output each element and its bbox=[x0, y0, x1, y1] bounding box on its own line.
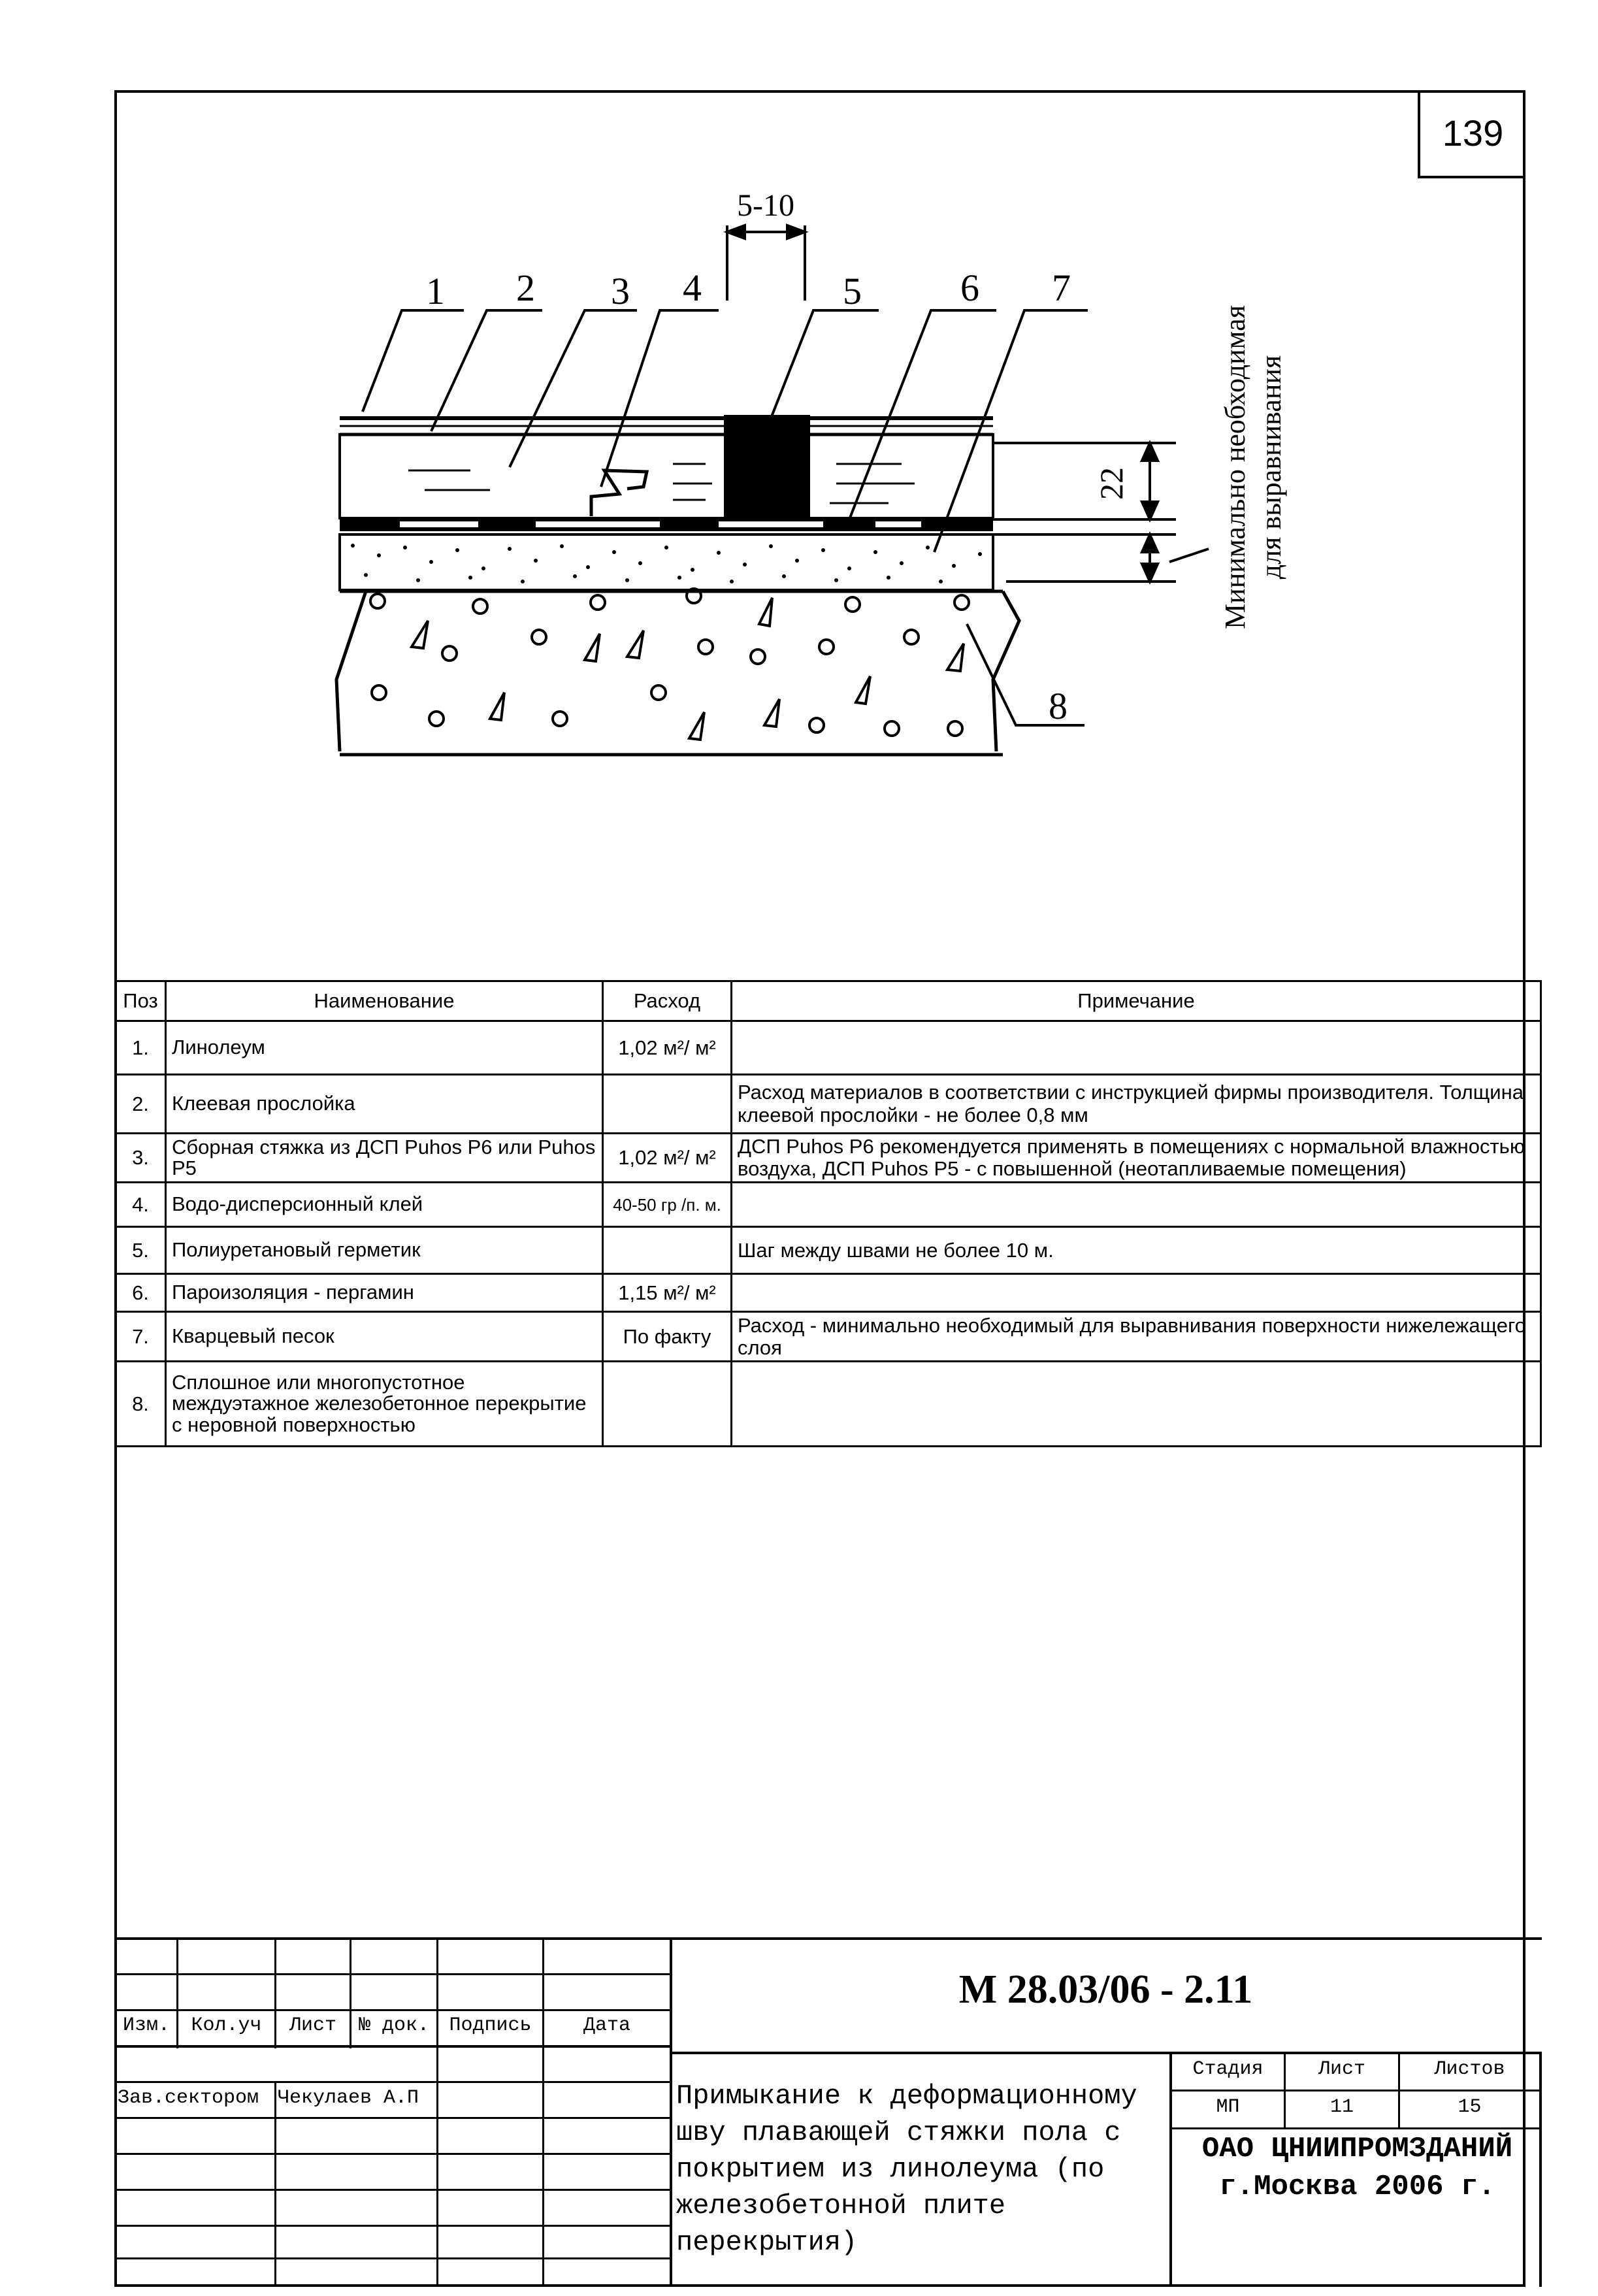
slab-outline bbox=[336, 591, 1019, 755]
board-screed-layer bbox=[340, 435, 993, 518]
row-pos: 8. bbox=[116, 1362, 166, 1447]
callout-7: 7 bbox=[1052, 267, 1071, 309]
table-row bbox=[116, 1274, 1541, 1312]
document-code: М 28.03/06 - 2.11 bbox=[958, 1967, 1253, 2012]
row-note bbox=[732, 1021, 1541, 1075]
callout-5: 5 bbox=[843, 270, 862, 312]
sheet-value: 11 bbox=[1329, 2096, 1354, 2118]
row-rate: По факту bbox=[603, 1312, 732, 1362]
row-rate: 1,02 м²/ м² bbox=[603, 1021, 732, 1075]
sheet-label: Лист bbox=[1318, 2058, 1365, 2080]
callout-6: 6 bbox=[960, 267, 979, 309]
side-note-line2: для выравнивания bbox=[1255, 355, 1287, 580]
spec-header-row bbox=[116, 981, 1541, 1021]
row-name: Сплошное или многопустотное междуэтажное железобетонное перекрытие с неровной поверхностью bbox=[166, 1362, 603, 1447]
specification-table bbox=[114, 980, 1542, 1447]
row-pos: 4. bbox=[116, 1183, 166, 1227]
header-name: Наименование bbox=[166, 981, 603, 1021]
callout-3: 3 bbox=[611, 270, 630, 312]
side-note-line1: Минимально необходимая bbox=[1219, 305, 1251, 629]
callout-2: 2 bbox=[516, 267, 535, 309]
row-pos: 5. bbox=[116, 1227, 166, 1274]
stamp-doc: № док. bbox=[358, 2014, 430, 2037]
row-name: Линолеум bbox=[166, 1021, 603, 1075]
row-note: Расход - минимально необходимый для выравнивания поверхности нижележащего слоя bbox=[732, 1312, 1541, 1362]
sheet-number: 139 bbox=[1418, 90, 1525, 178]
row-note: Шаг между швами не более 10 м. bbox=[732, 1227, 1541, 1274]
row-name: Сборная стяжка из ДСП Puhos P6 или Puhos P5 bbox=[166, 1134, 603, 1183]
header-note: Примечание bbox=[732, 981, 1541, 1021]
table-row bbox=[116, 1362, 1541, 1447]
callout-4: 4 bbox=[683, 267, 702, 309]
sheets-value: 15 bbox=[1458, 2096, 1482, 2118]
table-row bbox=[116, 1134, 1541, 1183]
row-name: Кварцевый песок bbox=[166, 1312, 603, 1362]
callout-8: 8 bbox=[1049, 685, 1068, 727]
row-note: Расход материалов в соответствии с инструкцией фирмы производителя. Толщина клеевой прослойки - не более 0,8 мм bbox=[732, 1075, 1541, 1134]
stamp-person: Чекулаев А.П bbox=[278, 2087, 419, 2109]
sealant-block bbox=[724, 415, 810, 519]
stamp-date: Дата bbox=[583, 2014, 630, 2037]
sheets-label: Листов bbox=[1434, 2058, 1505, 2080]
row-name: Клеевая прослойка bbox=[166, 1075, 603, 1134]
stage-label: Стадия bbox=[1192, 2058, 1264, 2080]
table-row bbox=[116, 1021, 1541, 1075]
organization bbox=[1173, 2130, 1542, 2206]
row-pos: 7. bbox=[116, 1312, 166, 1362]
stamp-sign: Подпись bbox=[449, 2014, 532, 2037]
row-name: Пароизоляция - пергамин bbox=[166, 1274, 603, 1312]
stamp-role: Зав.сектором bbox=[118, 2087, 259, 2109]
organization-name: ОАО ЦНИИПРОМЗДАНИЙ bbox=[1201, 2133, 1513, 2165]
stage-value: МП bbox=[1216, 2096, 1240, 2118]
row-note bbox=[732, 1183, 1541, 1227]
row-pos: 1. bbox=[116, 1021, 166, 1075]
row-note: ДСП Puhos P6 рекомендуется применять в помещениях с нормальной влажностью воздуха, ДСП Puhos P5 - с повышенной (неотапливаемые помещения) bbox=[732, 1134, 1541, 1183]
stamp-kol: Кол.уч bbox=[191, 2014, 262, 2037]
row-name: Водо-дисперсионный клей bbox=[166, 1183, 603, 1227]
dimension-gap-marks bbox=[727, 225, 805, 301]
dimension-gap-label: 5-10 bbox=[737, 188, 794, 223]
floor-section-drawing bbox=[0, 0, 1598, 980]
concrete-aggregate bbox=[370, 589, 969, 740]
stamp-izm: Изм. bbox=[122, 2014, 170, 2037]
callout-1: 1 bbox=[426, 270, 445, 312]
organization-city-year: г.Москва 2006 г. bbox=[1219, 2171, 1495, 2203]
row-name: Полиуретановый герметик bbox=[166, 1227, 603, 1274]
row-pos: 6. bbox=[116, 1274, 166, 1312]
row-rate: 1,15 м²/ м² bbox=[603, 1274, 732, 1312]
row-pos: 3. bbox=[116, 1134, 166, 1183]
document-title: Примыкание к деформационному шву плавающей стяжки пола с покрытием из линолеума (по железобетонной плите перекрытия) bbox=[676, 2080, 1137, 2258]
row-rate: 40-50 гр /п. м. bbox=[603, 1183, 732, 1227]
row-rate bbox=[603, 1362, 732, 1447]
row-rate bbox=[603, 1227, 732, 1274]
dimension-thickness-label: 22 bbox=[1093, 467, 1130, 500]
table-row bbox=[116, 1227, 1541, 1274]
stamp-list: Лист bbox=[289, 2014, 336, 2037]
row-rate: 1,02 м²/ м² bbox=[603, 1134, 732, 1183]
dimension-thickness-marks bbox=[993, 443, 1209, 582]
table-row bbox=[116, 1312, 1541, 1362]
table-row bbox=[116, 1183, 1541, 1227]
row-note bbox=[732, 1274, 1541, 1312]
row-note bbox=[732, 1362, 1541, 1447]
row-rate bbox=[603, 1075, 732, 1134]
row-pos: 2. bbox=[116, 1075, 166, 1134]
header-rate: Расход bbox=[603, 981, 732, 1021]
header-pos: Поз bbox=[116, 981, 166, 1021]
sand-layer bbox=[340, 534, 993, 590]
table-row bbox=[116, 1075, 1541, 1134]
